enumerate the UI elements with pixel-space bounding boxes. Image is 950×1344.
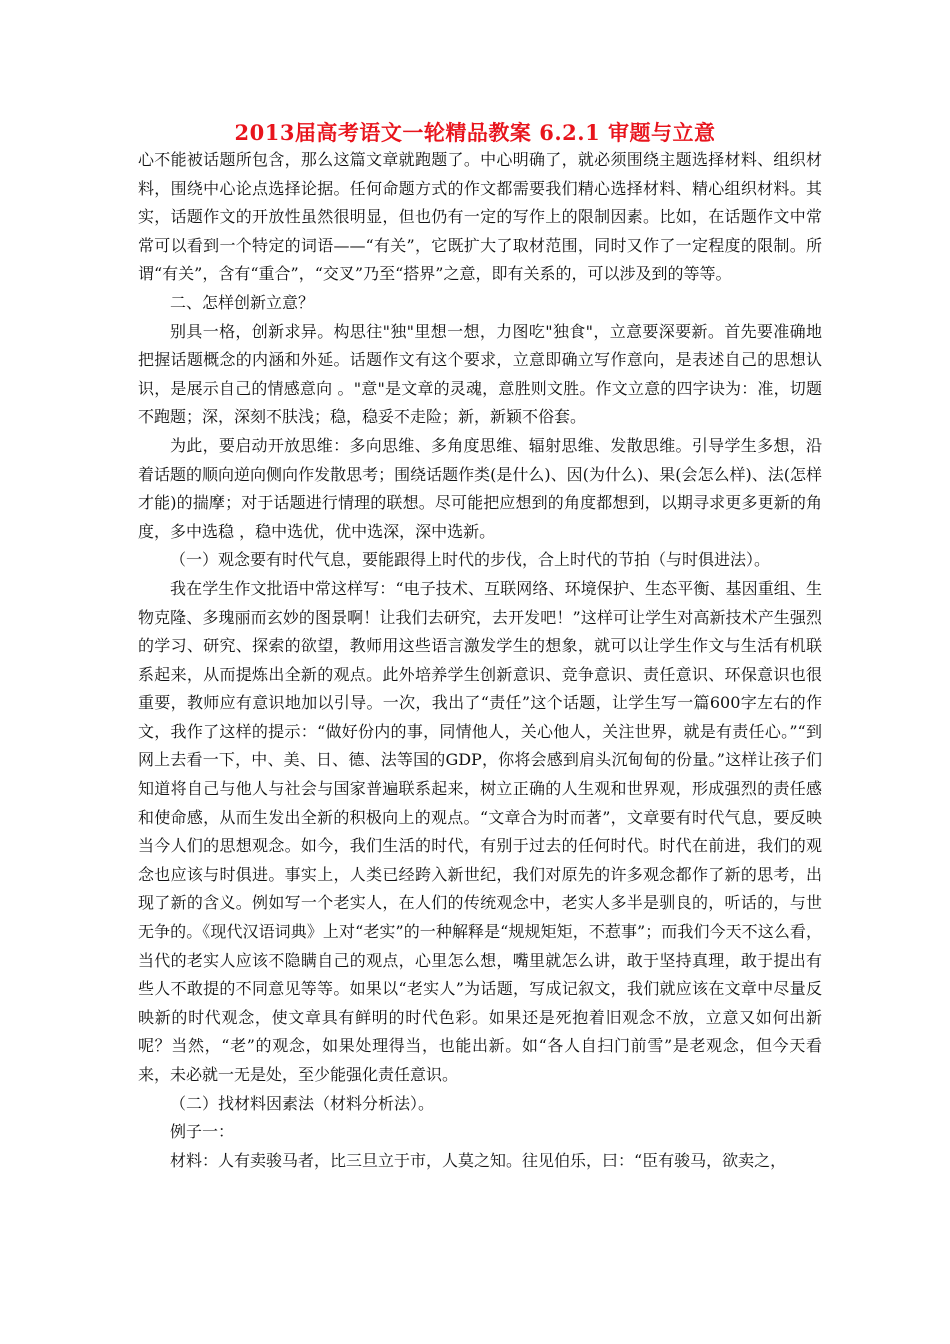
- paragraph: 心不能被话题所包含，那么这篇文章就跑题了。中心明确了，就必须围绕主题选择材料、组织材料，围绕中心论点选择论据。任何命题方式的作文都需要我们精心选择材料、精心组织材料。其实，话题作文的开放性虽然很明显，但也仍有一定的写作上的限制因素。比如，在话题作文中常常可以看到一个特定的词语——“有关”，它既扩大了取材范围，同时又作了一定程度的限制。所谓“有关”，含有“重合”，“交叉”乃至“搭界”之意，即有关系的，可以涉及到的等等。: [138, 150, 822, 284]
- paragraph: 我在学生作文批语中常这样写：“电子技术、互联网络、环境保护、生态平衡、基因重组、生物克隆、多瑰丽而玄妙的图景啊！让我们去研究，去开发吧！”这样可让学生对高新技术产生强烈的学习、研究、探索的欲望，教师用这些语言激发学生的想象，就可以让学生作文与生活有机联系起来，从而提炼出全新的观点。此外培养学生创新意识、竞争意识、责任意识、环保意识也很重要，教师应有意识地加以引导。一次，我出了“责任”这个话题，让学生写一篇600字左右的作文，我作了这样的提示：“做好份内的事，同情他人，关心他人，关注世界，就是有责任心。”“到网上去看一下，中、美、日、德、法等国的GDP，你将会感到肩头沉甸甸的份量。”这样让孩子们知道将自己与他人与社会与国家普遍联系起来，树立正确的人生观和世界观，形成强烈的责任感和使命感，从而生发出全新的积极向上的观点。“文章合为时而著”，文章要有时代气息，要反映当今人们的思想观念。如今，我们生活的时代，有别于过去的任何时代。时代在前进，我们的观念也应该与时俱进。事实上，人类已经跨入新世纪，我们对原先的许多观念都作了新的思考，出现了新的含义。例如写一个老实人，在人们的传统观念中，老实人多半是驯良的，听话的，与世无争的。《现代汉语词典》上对“老实”的一种解释是“规规矩矩，不惹事”；而我们今天不这么看，当代的老实人应该不隐瞒自己的观点，心里怎么想，嘴里就怎么讲，敢于坚持真理，敢于提出有些人不敢提的不同意见等等。如果以“老实人”为话题，写成记叙文，我们就应该在文章中尽量反映新的时代观念，使文章具有鲜明的时代色彩。如果还是死抱着旧观念不放，立意又如何出新呢？当然，“老”的观念，如果处理得当，也能出新。如“各人自扫门前雪”是老观念，但今天看来，未必就一无是处，至少能强化责任意识。: [138, 578, 822, 1084]
- subsection-heading: （二）找材料因素法（材料分析法）。: [170, 1093, 435, 1113]
- paragraph: 为此，要启动开放思维：多向思维、多角度思维、辐射思维、发散思维。引导学生多想，沿着话题的顺向逆向侧向作发散思考；围绕话题作类(是什么)、因(为什么)、果(会怎么样)、法(怎样才能)的揣摩；对于话题进行情理的联想。尽可能把应想到的角度都想到，以期寻求更多更新的角度，多中选稳 ，稳中选优，优中选深，深中选新。: [138, 435, 822, 541]
- document-body: [138, 146, 822, 1175]
- example-label: 例子一：: [170, 1122, 235, 1142]
- paragraph: 别具一格，创新求异。构思往"独"里想一想，力图吃"独食"，立意要深要新。首先要准确地把握话题概念的内涵和外延。话题作文有这个要求，立意即确立写作意向，是表述自己的思想认识，是展示自己的情感意向 。"意"是文章的灵魂，意胜则文胜。作文立意的四字诀为：准，切题不跑题；深，深刻不肤浅；稳，稳妥不走险；新，新颖不俗套。: [138, 321, 822, 427]
- paragraph: 材料：人有卖骏马者，比三旦立于市，人莫之知。往见伯乐，曰：“臣有骏马，欲卖之，: [170, 1150, 787, 1170]
- section-heading: 二、怎样创新立意？: [170, 292, 315, 312]
- subsection-heading: （一）观念要有时代气息，要能跟得上时代的步伐，合上时代的节拍（与时俱进法）。: [170, 550, 771, 570]
- document-title: 2013届高考语文一轮精品教案 6.2.1 审题与立意: [234, 120, 716, 145]
